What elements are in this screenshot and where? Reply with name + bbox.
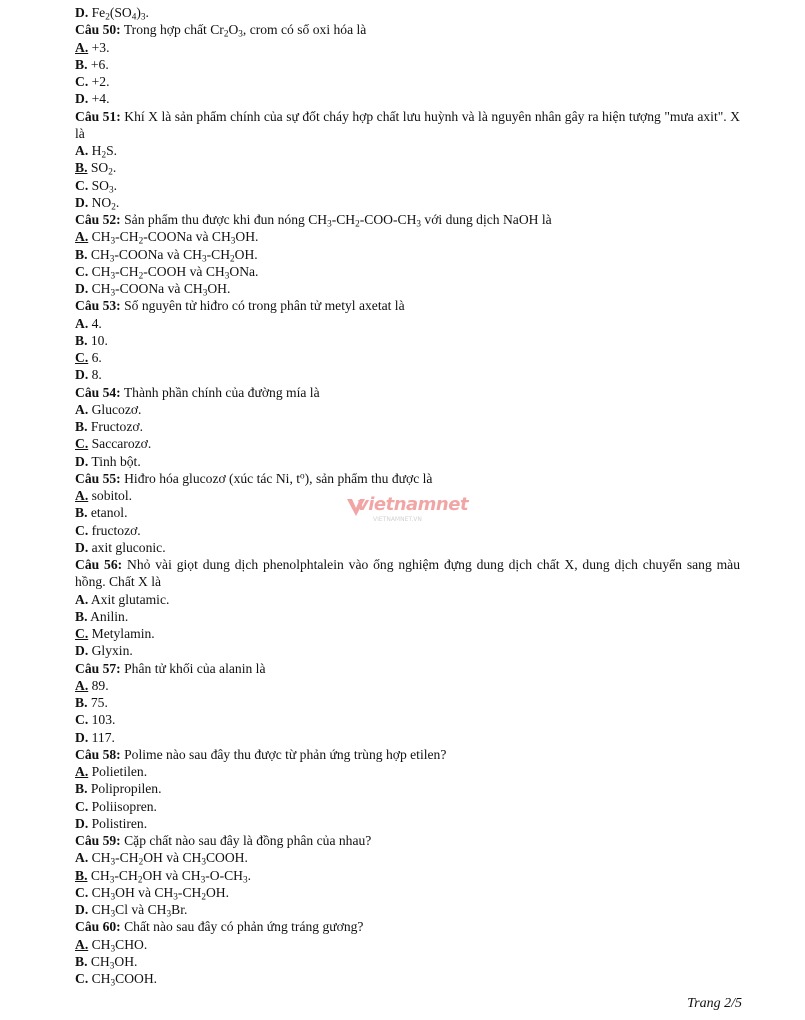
answer-option <box>75 435 740 452</box>
option-letter: B. <box>75 781 88 797</box>
question-stem <box>75 746 740 763</box>
option-letter: A. <box>75 315 89 331</box>
answer-option <box>75 884 740 901</box>
option-text: Saccarozơ. <box>88 436 152 452</box>
answer-option <box>75 315 740 332</box>
option-letter: C. <box>75 436 89 452</box>
question-number: Câu 58: <box>75 746 121 762</box>
answer-option <box>75 798 740 815</box>
option-letter: B. <box>75 419 88 434</box>
question-number: Câu 51: <box>75 108 121 124</box>
answer-option <box>75 401 740 418</box>
option-text: etanol. <box>87 505 128 521</box>
option-letter: A. <box>75 143 89 158</box>
option-text: 4. <box>88 315 102 331</box>
answer-option <box>75 453 740 470</box>
option-text: $NO_2$. <box>88 194 120 212</box>
answer-option <box>75 867 740 884</box>
question-number: Câu 52: <box>75 212 121 227</box>
option-letter: B. <box>75 695 88 710</box>
answer-option <box>75 815 740 832</box>
option-text: $CH_3$-COONa và $CH_3-CH_2OH$. <box>87 246 258 263</box>
option-letter: C. <box>75 74 89 89</box>
answer-option <box>75 349 740 366</box>
option-text: Glyxin. <box>88 643 133 659</box>
question-text: Thành phần chính của đường mía là <box>120 384 320 400</box>
option-letter: B. <box>75 332 88 348</box>
option-text: +2. <box>88 74 110 89</box>
answer-option <box>75 39 740 56</box>
option-text: 10. <box>87 332 108 348</box>
option-text: $Fe_2(SO_4)_3$. <box>88 5 149 22</box>
question-text: Phân tử khối của alanin là <box>120 660 266 676</box>
option-text: $CH_3CHO$. <box>88 936 148 953</box>
option-text: Glucozơ. <box>88 401 142 417</box>
answer-option <box>75 953 740 970</box>
option-letter: B. <box>75 56 88 72</box>
question-stem <box>75 660 740 677</box>
option-text: Tinh bột. <box>88 453 141 469</box>
question-text: Polime nào sau đây thu được từ phản ứng trùng hợp etilen? <box>120 746 447 762</box>
option-letter: D. <box>75 643 89 659</box>
answer-option <box>75 332 740 349</box>
option-text: Metylamin. <box>88 626 155 641</box>
option-text: $CH_3COOH$. <box>88 971 158 988</box>
question-stem <box>75 384 740 401</box>
option-letter: C. <box>75 522 89 538</box>
option-letter: A. <box>75 936 89 952</box>
option-letter: C. <box>75 884 89 900</box>
answer-option <box>75 936 740 953</box>
option-text: Anilin. <box>87 608 129 624</box>
option-letter: A. <box>75 677 89 693</box>
question-text: Cặp chất nào sau đây là đồng phân của nhau? <box>120 833 372 848</box>
option-text: $CH_3-CH_2OH$ và $CH_3COOH$. <box>88 850 248 867</box>
option-text: $CH_3Cl$ và $CH_3Br$. <box>88 902 188 919</box>
answer-option <box>75 763 740 780</box>
answer-option <box>75 159 740 176</box>
question-number: Câu 59: <box>75 833 121 848</box>
question-text: Trong hợp chất $Cr_2O_3$, crom có số oxi hóa là <box>120 22 367 39</box>
option-letter: D. <box>75 902 89 917</box>
option-text: Polietilen. <box>88 764 148 779</box>
option-letter: D. <box>75 367 89 383</box>
option-letter: B. <box>75 608 88 624</box>
option-text: $CH_3-CH_2OH$ và $CH_3-O-CH_3$. <box>87 867 252 884</box>
option-letter: B. <box>75 867 88 883</box>
answer-option <box>75 642 740 659</box>
answer-option <box>75 280 740 297</box>
option-letter: A. <box>75 401 89 417</box>
option-text: 6. <box>88 350 102 365</box>
option-letter: B. <box>75 505 88 521</box>
answer-option <box>75 539 740 556</box>
option-text: $SO_2$. <box>87 160 117 177</box>
answer-option <box>75 780 740 797</box>
option-letter: A. <box>75 229 89 245</box>
option-letter: C. <box>75 712 89 728</box>
option-text: 75. <box>87 695 108 710</box>
question-text: Số nguyên tử hiđro có trong phân tử metyl axetat là <box>120 298 405 314</box>
question-number: Câu 53: <box>75 298 121 314</box>
question-text: Khí X là sản phẩm chính của sự đốt cháy hợp chất lưu huỳnh và là nguyên nhân gây ra hiện tượng "mưa axit". X là <box>75 108 740 141</box>
option-text: $H_2S$. <box>88 143 118 160</box>
option-text: 89. <box>88 677 109 693</box>
answer-option <box>75 849 740 866</box>
option-letter: A. <box>75 488 89 503</box>
question-stem <box>75 832 740 849</box>
question-stem <box>75 556 740 591</box>
answer-option <box>75 504 740 521</box>
option-letter: C. <box>75 177 89 193</box>
option-text: +3. <box>88 39 110 55</box>
option-text: 117. <box>88 729 115 745</box>
option-letter: A. <box>75 764 89 779</box>
answer-option <box>75 418 740 435</box>
question-text: Chất nào sau đây có phản ứng tráng gương? <box>120 919 364 935</box>
option-text: $CH_3OH$ và $CH_3-CH_2OH$. <box>88 884 230 902</box>
answer-option <box>75 177 740 194</box>
answer-option <box>75 90 740 107</box>
question-number: Câu 57: <box>75 660 121 676</box>
option-text: $CH_3OH$. <box>87 953 138 971</box>
option-text: $SO_3$. <box>88 177 118 194</box>
answer-option <box>75 625 740 642</box>
answer-option <box>75 729 740 746</box>
answer-option <box>75 366 740 383</box>
answer-option <box>75 263 740 280</box>
page-number: Trang 2/5 <box>687 996 742 1011</box>
answer-option <box>75 677 740 694</box>
question-text: Sản phẩm thu được khi đun nóng $CH_3-CH_2-COO-CH_3$ với dung dịch NaOH là <box>120 212 552 229</box>
option-letter: A. <box>75 39 89 55</box>
watermark-brand: vietnamnet <box>357 494 469 515</box>
option-letter: D. <box>75 729 89 745</box>
exam-page-content <box>75 4 740 987</box>
option-letter: A. <box>75 850 89 866</box>
answer-option <box>75 901 740 918</box>
option-letter: C. <box>75 798 89 814</box>
option-text: $CH_3-CH_2$-COONa và $CH_3OH$. <box>88 229 259 246</box>
question-stem <box>75 470 740 487</box>
option-letter: D. <box>75 281 89 296</box>
option-letter: C. <box>75 971 89 986</box>
option-text: Axit glutamic. <box>88 591 170 607</box>
question-number: Câu 55: <box>75 470 121 486</box>
answer-option <box>75 56 740 73</box>
answer-option <box>75 591 740 608</box>
answer-option <box>75 228 740 245</box>
answer-option <box>75 142 740 159</box>
answer-option <box>75 487 740 504</box>
option-letter: C. <box>75 350 89 365</box>
answer-option <box>75 522 740 539</box>
answer-option <box>75 711 740 728</box>
option-text: Fructozơ. <box>87 419 143 434</box>
option-letter: D. <box>75 5 89 20</box>
option-text: fructozơ. <box>88 522 141 538</box>
option-letter: D. <box>75 91 89 107</box>
option-text: +6. <box>87 56 109 72</box>
answer-option <box>75 4 740 21</box>
question-number: Câu 54: <box>75 384 121 400</box>
question-text: Hiđro hóa glucozơ (xúc tác Ni, $t^o$), sản phẩm thu được là <box>120 470 433 486</box>
answer-option <box>75 608 740 625</box>
option-letter: D. <box>75 194 89 210</box>
question-number: Câu 60: <box>75 919 121 935</box>
question-stem <box>75 211 740 228</box>
question-number: Câu 50: <box>75 22 121 38</box>
option-letter: D. <box>75 815 89 831</box>
answer-option <box>75 73 740 90</box>
answer-option <box>75 694 740 711</box>
option-text: Polistiren. <box>88 815 148 831</box>
option-text: +4. <box>88 91 110 107</box>
question-stem <box>75 918 740 935</box>
option-letter: B. <box>75 160 88 176</box>
option-letter: C. <box>75 626 89 641</box>
answer-option <box>75 970 740 987</box>
option-letter: B. <box>75 246 88 262</box>
question-stem <box>75 297 740 314</box>
option-text: Poliisopren. <box>88 798 157 814</box>
option-text: Polipropilen. <box>87 781 162 797</box>
option-text: $CH_3$-COONa và $CH_3OH$. <box>88 281 231 298</box>
option-letter: C. <box>75 263 89 279</box>
question-number: Câu 56: <box>75 557 123 572</box>
option-text: sobitol. <box>88 488 133 503</box>
option-letter: D. <box>75 453 89 469</box>
question-text: Nhỏ vài giọt dung dịch phenolphtalein vào ống nghiệm đựng dung dịch chất X, dung dịch chuyển sang màu hồng. Chất X là <box>75 557 741 590</box>
option-text: $CH_3-CH_2$-COOH và $CH_3ONa$. <box>88 263 259 281</box>
answer-option <box>75 194 740 211</box>
watermark-domain: VIETNAMNET.VN <box>373 516 422 523</box>
option-letter: B. <box>75 953 88 969</box>
question-stem <box>75 21 740 38</box>
option-text: 8. <box>88 367 102 383</box>
option-letter: D. <box>75 539 89 555</box>
answer-option <box>75 246 740 263</box>
option-letter: A. <box>75 591 89 607</box>
option-text: axit gluconic. <box>88 539 166 555</box>
question-stem <box>75 108 740 143</box>
option-text: 103. <box>88 712 116 728</box>
